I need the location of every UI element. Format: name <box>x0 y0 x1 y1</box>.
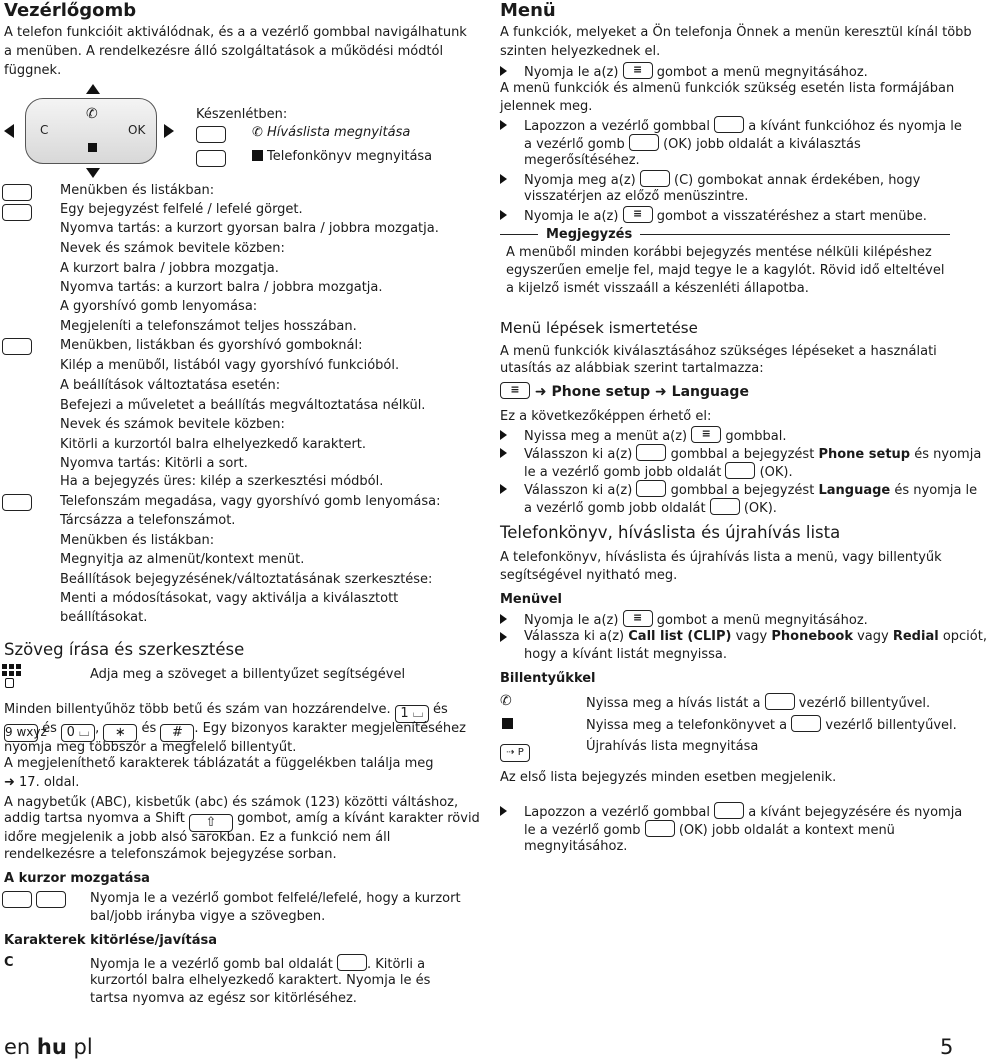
quick-heading: A gyorshívó gomb lenyomása: <box>60 299 258 314</box>
keys-phonebook-a: Nyissa meg a telefonkönyvet a <box>586 718 788 733</box>
delete-text-1: Nyomja le a vezérlő gomb bal oldalát <box>90 957 333 972</box>
bullet-back: Nyomja meg a(z) (C) gombokat annak érdekében, hogy <box>500 170 920 190</box>
control-up-key-icon <box>2 891 32 908</box>
names2-text-3: Ha a bejegyzés üres: kilép a szerkesztési módból. <box>60 474 384 489</box>
control-updown-key-icon <box>714 802 744 819</box>
menu-intro-1: A funkciók, melyeket a Ön telefonja Önnek a menün keresztül kínál több <box>500 25 972 40</box>
names-text-2: Nyomva tartás: a kurzort balra / jobbra mozgatja. <box>60 280 383 295</box>
bullet-scroll: Lapozzon a vezérlő gombbal a kívánt funkcióhoz és nyomja le <box>500 116 962 136</box>
keys-text-c: és <box>42 721 57 736</box>
edit-text-2: beállításokat. <box>60 610 148 625</box>
shift-key-icon: ⇧ <box>189 814 233 832</box>
arrow-down-icon <box>86 168 100 178</box>
bullet-open-menu: Nyomja le a(z) ≡ gombot a menü megnyitásához. <box>500 62 868 82</box>
note-box <box>500 227 950 242</box>
path-language: ➜ Language <box>655 384 749 400</box>
intro-line-1: A telefon funkcióit aktiválódnak, és a a vezérlő gombbal navigálhatunk <box>4 25 467 40</box>
control-updown-key-icon <box>636 480 666 497</box>
cursor-text-2: bal/jobb irányba vigye a szövegben. <box>90 909 326 924</box>
reach-text: Ez a következőképpen érhető el: <box>500 409 712 424</box>
control-updown-key-icon <box>636 444 666 461</box>
phone-keypad-drawing <box>25 98 157 164</box>
phonebook-icon <box>88 143 97 152</box>
phonebook-icon <box>502 718 513 729</box>
edit-text-1: Menti a módosításokat, vagy aktiválja a kiválasztott <box>60 591 399 606</box>
control-right-key-icon <box>629 134 659 151</box>
names-heading: Nevek és számok bevitele közben: <box>60 241 285 256</box>
delete-text-4: tartsa nyomva az egész sor kitörléséhez. <box>90 991 357 1006</box>
call-list-icon: ✆ <box>252 125 268 140</box>
keys-text-e: . Egy bizonyos karakter megjelenítéséhez <box>194 721 466 736</box>
section-title-control-key: Vezérlőgomb <box>4 0 137 21</box>
names2-heading: Nevek és számok bevitele közben: <box>60 417 285 432</box>
note-text-1: A menüből minden korábbi bejegyzés mentése nélküli kilépéshez <box>506 245 932 260</box>
arrow-right-icon <box>164 124 174 138</box>
call-list-icon: ✆ <box>500 693 512 709</box>
key-star-icon: ∗ <box>103 724 137 742</box>
keys-redial-text: Újrahívás lista megnyitása <box>586 739 759 754</box>
back-text-c: visszatérjen az előző menüszintre. <box>524 189 749 204</box>
control-down-key-icon <box>791 715 821 732</box>
keypad-icon <box>2 664 22 688</box>
arrow-up-icon <box>86 84 100 94</box>
menu-key-icon: ≡ <box>500 382 530 399</box>
lang-hu: hu <box>36 1035 67 1059</box>
delete-text-3: kurzortól balra elhelyezkedő karaktert. Nyomja le és <box>90 973 431 988</box>
control-left-key-icon <box>640 170 670 187</box>
bullet-language: Válasszon ki a(z) gombbal a bejegyzést Language és nyomja le <box>500 480 977 500</box>
control-right-key-icon <box>2 494 32 511</box>
control-up-key-icon <box>765 693 795 710</box>
quick-text-1: Megjeleníti a telefonszámot teljes hosszában. <box>60 319 357 334</box>
case-text-e: rendelkezésre a telefonszámok bejegyzése sorban. <box>4 847 337 862</box>
control-up-key-icon <box>2 184 32 201</box>
phonebook-label: Telefonkönyv megnyitása <box>267 149 433 164</box>
tel-text: Tárcsázza a telefonszámot. <box>60 513 236 528</box>
key-hash-icon: # <box>160 724 194 742</box>
bullet-start: Nyomja le a(z) ≡ gombot a visszatéréshez a start menübe. <box>500 206 927 226</box>
keys-text-b: és <box>432 702 448 717</box>
phonebook-icon <box>252 150 263 161</box>
left-key-text: Kilép a menüből, listából vagy gyorshívó funkcióból. <box>60 358 400 373</box>
scroll-text-d: (OK) jobb oldalát a kiválasztás <box>663 137 861 152</box>
menu-key-icon: ≡ <box>623 206 653 223</box>
case-text-c: gombot, amíg a kívánt karakter rövid <box>237 811 480 826</box>
steps-text-2: utasítás az alábbiak szerint tartalmazza: <box>500 361 764 376</box>
lang-pl: pl <box>73 1035 93 1059</box>
bullet-context: Lapozzon a vezérlő gombbal a kívánt bejegyzésére és nyomja <box>500 802 962 822</box>
cursor-heading: A kurzor mozgatása <box>4 871 150 886</box>
arrow-left-icon <box>4 124 14 138</box>
control-down-key-icon <box>2 204 32 221</box>
names2-text-1: Kitörli a kurzortól balra elhelyezkedő karaktert. <box>60 437 367 452</box>
edit-heading: Beállítások bejegyzésének/változtatásának szerkesztése: <box>60 572 433 587</box>
tel-heading: Telefonszám megadása, vagy gyorshívó gomb lenyomása: <box>60 494 441 509</box>
key-ok-label: OK <box>128 123 146 137</box>
menus-text-1: Egy bejegyzést felfelé / lefelé görget. <box>60 202 303 217</box>
control-right-key-icon <box>725 462 755 479</box>
phonebook-text-2: segítségével nyitható meg. <box>500 568 678 583</box>
bullet-open-menu-3: Nyomja le a(z) ≡ gombot a menü megnyitásához. <box>500 610 868 630</box>
menus-text-2: Nyomva tartás: a kurzort gyorsan balra / jobbra mozgatja. <box>60 221 439 236</box>
keys-text-d: és <box>141 721 157 736</box>
context-text-e: megnyitásához. <box>524 839 628 854</box>
phonebook-title: Telefonkönyv, híváslista és újrahívás lista <box>500 523 841 542</box>
context-text-c: le a vezérlő gomb <box>524 823 641 838</box>
control-up-key-icon <box>196 126 226 143</box>
control-left-key-icon <box>337 954 367 971</box>
language-text-f: (OK). <box>743 501 777 516</box>
scroll-text-e: megerősítéséhez. <box>524 153 640 168</box>
key-1-icon: 1 ⌴ <box>395 705 429 723</box>
menu-text-2: jelennek meg. <box>500 99 593 114</box>
case-text-b: addig tartsa nyomva a Shift <box>4 811 185 826</box>
call-list-label: Híváslista megnyitása <box>267 125 411 140</box>
case-text-d: időre megjelenik a jobb alsó sarokban. Ez a funkció nem áll <box>4 830 391 845</box>
key-c-label: C <box>40 123 49 137</box>
note-text-2: egyszerűen emelje fel, majd tegye le a kagylót. Rövid idő elteltével <box>506 263 945 278</box>
menu-key-icon: ≡ <box>623 610 653 627</box>
page-number: 5 <box>940 1035 954 1059</box>
delete-text-2: . Kitörli a <box>366 957 426 972</box>
control-down-key-icon <box>196 150 226 167</box>
control-right-key-icon <box>645 820 675 837</box>
language-footer <box>4 1034 93 1060</box>
settings-text: Befejezi a műveletet a beállítás megváltoztatása nélkül. <box>60 398 426 413</box>
redial-key-icon: ⇢ P <box>500 744 530 762</box>
control-left-key-icon <box>2 338 32 355</box>
delete-heading: Karakterek kitörlése/javítása <box>4 933 217 948</box>
via-keys-heading: Billentyűkkel <box>500 671 596 686</box>
keyboard-text: Adja meg a szöveget a billentyűzet segítségével <box>90 667 406 682</box>
menu-key-icon: ≡ <box>691 426 721 443</box>
intro-line-2: a menüben. A rendelkezésre álló szolgáltatások a működési módtól <box>4 44 444 59</box>
keys-text-f: nyomja meg többször a megfelelő billentyűt. <box>4 740 297 755</box>
key-9-icon: 9 wxyz <box>4 724 38 742</box>
context-text-d: (OK) jobb oldalát a kontext menü <box>678 823 895 838</box>
menus-heading: Menükben és listákban: <box>60 183 215 198</box>
scroll-text-c: a vezérlő gomb <box>524 137 625 152</box>
key-0-icon: 0 ⌴ <box>61 724 95 742</box>
call-list-text <box>252 124 410 142</box>
appendix-text: A megjeleníthető karakterek táblázatát a függelékben találja meg <box>4 756 434 771</box>
keys-text-a: Minden billentyűhöz több betű és szám van hozzárendelve. <box>4 702 391 717</box>
menu2-heading: Menükben és listákban: <box>60 533 215 548</box>
bullet-choose-list: Válassza ki a(z) Call list (CLIP) vagy Phonebook vagy Redial opciót, <box>500 628 987 646</box>
menu-key-icon: ≡ <box>623 62 653 79</box>
menu-title: Menü <box>500 0 556 21</box>
phonebook-text <box>252 148 432 166</box>
first-entry-text: Az első lista bejegyzés minden esetben megjelenik. <box>500 770 837 785</box>
text-editing-title: Szöveg írása és szerkesztése <box>4 640 245 659</box>
via-menu-heading: Menüvel <box>500 592 563 607</box>
keys-phonebook-b: vezérlő billentyűvel. <box>825 718 957 733</box>
steps-title: Menü lépések ismertetése <box>500 319 698 337</box>
phone-setup-text-f: (OK). <box>759 465 793 480</box>
control-updown-key-icon <box>714 116 744 133</box>
menu-intro-2: szinten helyezkednek el. <box>500 44 661 59</box>
control-key-illustration <box>0 84 190 180</box>
lang-en: en <box>4 1035 31 1059</box>
standby-label: Készenlétben: <box>196 107 288 122</box>
menu2-text: Megnyitja az almenüt/kontext menüt. <box>60 552 305 567</box>
phonebook-text-1: A telefonkönyv, híváslista és újrahívás lista a menü, vagy billentyűk <box>500 550 942 565</box>
call-list-icon: ✆ <box>86 106 98 122</box>
control-down-key-icon <box>36 891 66 908</box>
bullet-open-menu-2: Nyissa meg a menüt a(z) ≡ gombbal. <box>500 426 787 446</box>
left-key-heading: Menükben, listákban és gyorshívó gomboknál: <box>60 338 363 353</box>
phone-setup-text-e: le a vezérlő gomb jobb oldalát <box>524 465 722 480</box>
note-text-3: a kijelző ismét visszaáll a készenléti állapotba. <box>506 281 809 296</box>
path-phone-setup: ➜ Phone setup <box>534 384 651 400</box>
names2-text-2: Nyomva tartás: Kitörli a sort. <box>60 456 248 471</box>
keys-call-list-b: vezérlő billentyűvel. <box>798 696 931 711</box>
cursor-text-1: Nyomja le a vezérlő gombot felfelé/lefelé, hogy a kurzort <box>90 891 461 906</box>
delete-c-label: C <box>4 955 14 970</box>
settings-heading: A beállítások változtatása esetén: <box>60 378 281 393</box>
control-right-key-icon <box>710 498 740 515</box>
keys-call-list-a: Nyissa meg a hívás listát a <box>586 696 761 711</box>
case-text-a: A nagybetűk (ABC), kisbetűk (abc) és számok (123) közötti váltáshoz, <box>4 795 459 810</box>
page-ref-link[interactable]: ➜ 17. oldal. <box>4 775 80 790</box>
bullet-phone-setup: Válasszon ki a(z) gombbal a bejegyzést Phone setup és nyomja <box>500 444 981 464</box>
note-label: Megjegyzés <box>538 226 640 244</box>
names-text-1: A kurzort balra / jobbra mozgatja. <box>60 261 279 276</box>
steps-text-1: A menü funkciók kiválasztásához szükséges lépéseket a használati <box>500 344 937 359</box>
choose-list-text-h: hogy a kívánt listát megnyissa. <box>524 647 728 662</box>
menu-text-1: A menü funkciók és almenü funkciók szükség esetén lista formájában <box>500 81 955 96</box>
language-text-e: a vezérlő gomb jobb oldalát <box>524 501 706 516</box>
intro-line-3: függnek. <box>4 63 62 78</box>
